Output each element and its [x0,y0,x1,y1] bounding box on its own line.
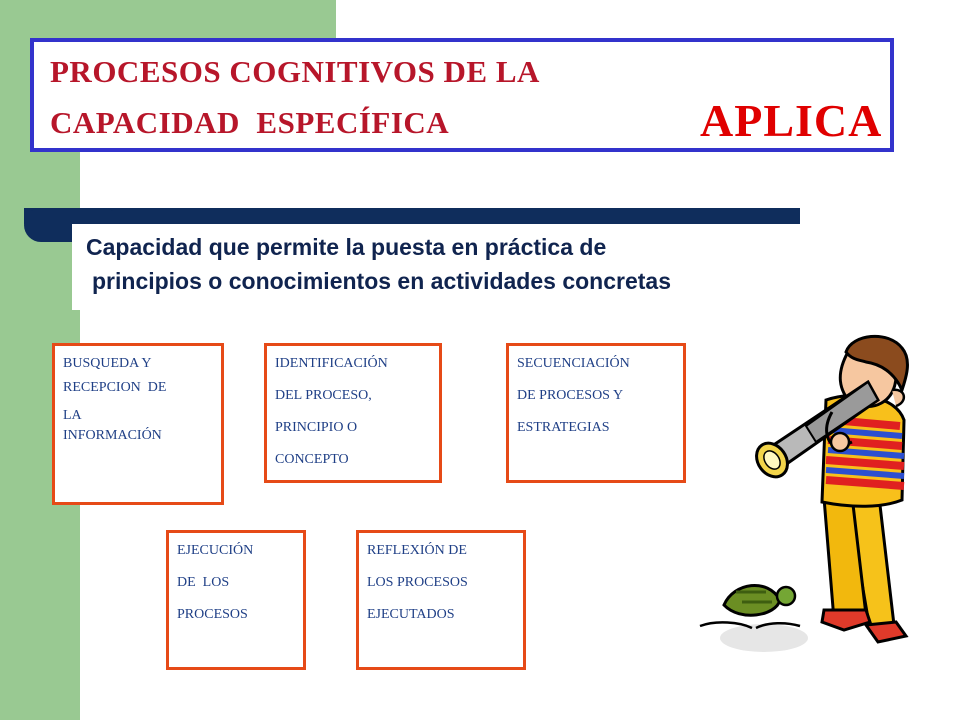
shoe-right [866,622,906,642]
title-box [30,38,894,152]
process-box-line: DEL PROCESO, [275,388,372,403]
process-box-line: REFLEXIÓN DE [367,543,467,558]
hand [831,433,849,451]
process-box-reflexion [356,530,526,670]
process-box-line: LOS PROCESOS [367,575,468,590]
title-accent-aplica: APLICA [700,95,883,146]
process-box-line: LA [63,408,82,423]
process-box-line: IDENTIFICACIÓN [275,356,388,371]
turtle-shell [724,585,780,615]
ear [892,390,904,406]
title-line-1: PROCESOS COGNITIVOS DE LA [50,54,540,89]
process-box-line: CONCEPTO [275,452,349,467]
process-box-line: EJECUTADOS [367,607,455,622]
process-box-line: DE PROCESOS Y [517,388,624,403]
process-box-ejecucion [166,530,306,670]
process-box-line: SECUENCIACIÓN [517,356,630,371]
process-box-line: PRINCIPIO O [275,420,358,435]
turtle-head [777,587,795,605]
process-box-line: INFORMACIÓN [63,428,162,443]
definition-line-2: principios o conocimientos en actividades concretas [92,268,671,294]
ground-shadow [720,624,808,652]
boy-with-telescope-illustration [656,330,956,660]
title-line-2: CAPACIDAD ESPECÍFICA [50,105,450,140]
divider-bar [24,208,800,224]
process-box-line: PROCESOS [177,607,248,622]
definition-text [86,230,671,298]
shoe-left [822,610,870,630]
process-box-busqueda [52,343,224,505]
process-box-line: RECEPCION DE [63,380,167,395]
process-box-identificacion [264,343,442,483]
definition-line-1: Capacidad que permite la puesta en práctica de [86,234,607,260]
process-box-line: DE LOS [177,575,230,590]
process-box-line: BUSQUEDA Y [63,356,152,371]
process-box-line: ESTRATEGIAS [517,420,610,435]
process-box-line: EJECUCIÓN [177,543,254,558]
